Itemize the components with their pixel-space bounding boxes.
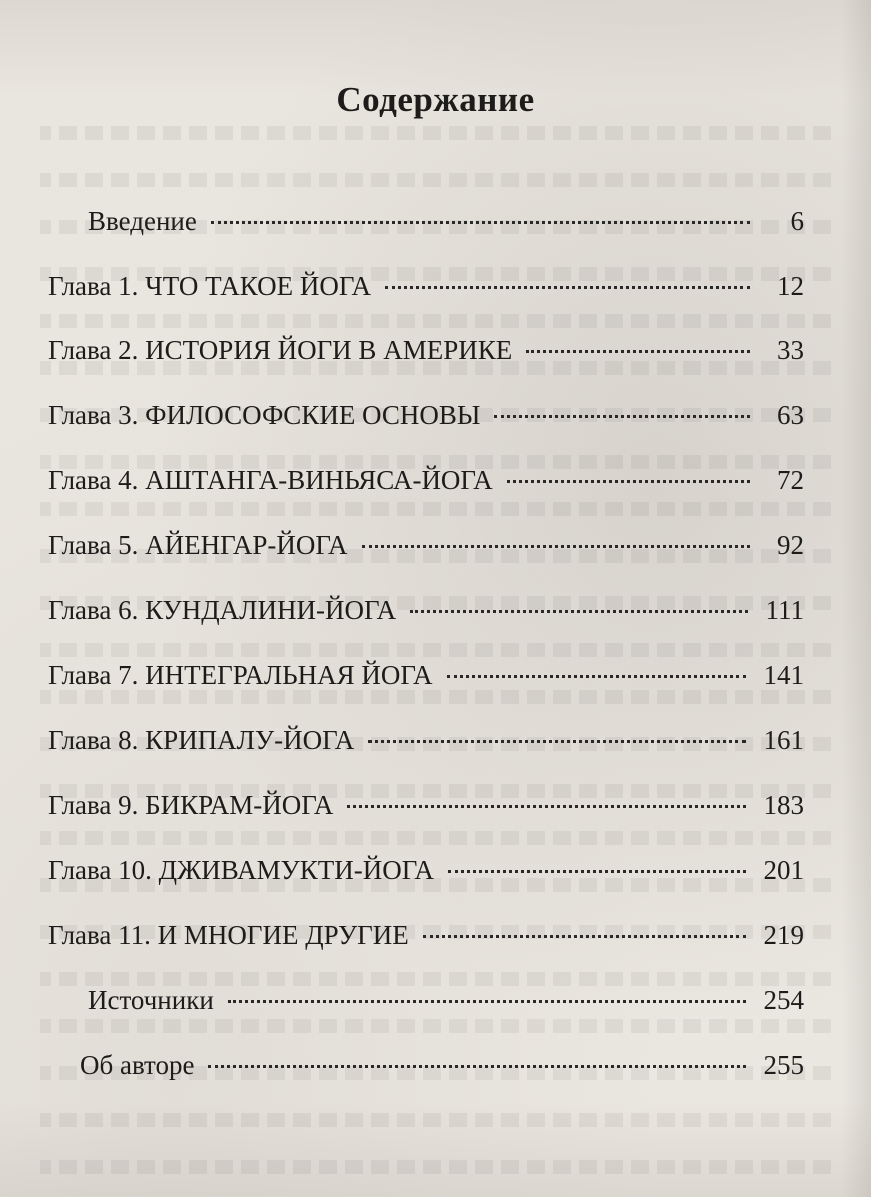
- toc-entry-label: Введение: [88, 206, 197, 236]
- toc-entry-sources[interactable]: [88, 985, 804, 1016]
- toc-entry-chapter-8[interactable]: [48, 725, 804, 756]
- page-edge-shadow: [841, 0, 871, 1197]
- toc-entry-label: Глава 5. АЙЕНГАР-ЙОГА: [48, 530, 348, 560]
- toc-entry-label: Источники: [88, 985, 214, 1015]
- toc-entry-label: Глава 7. ИНТЕГРАЛЬНАЯ ЙОГА: [48, 660, 433, 690]
- dot-leader: [208, 1065, 745, 1068]
- dot-leader: [347, 805, 745, 808]
- toc-entry-page-number: 12: [777, 271, 804, 301]
- toc-entry-chapter-9[interactable]: [48, 790, 804, 821]
- dot-leader: [526, 350, 750, 353]
- toc-entry-about-author[interactable]: [80, 1050, 804, 1081]
- toc-entry-label: Об авторе: [80, 1050, 195, 1080]
- toc-entry-page-number: 219: [763, 920, 804, 950]
- toc-entry-page-number: 254: [763, 985, 804, 1015]
- toc-entry-label: Глава 10. ДЖИВАМУКТИ-ЙОГА: [48, 855, 434, 885]
- toc-entry-label: Глава 6. КУНДАЛИНИ-ЙОГА: [48, 595, 397, 625]
- page-title: Содержание: [336, 80, 535, 119]
- toc-entry-label: Глава 8. КРИПАЛУ-ЙОГА: [48, 725, 355, 755]
- toc-entry-page-number: 111: [765, 595, 804, 625]
- toc-entry-chapter-7[interactable]: [48, 660, 804, 691]
- toc-entry-chapter-5[interactable]: [48, 530, 804, 561]
- toc-entry-chapter-3[interactable]: [48, 400, 804, 431]
- dot-leader: [211, 221, 750, 224]
- toc-entry-page-number: 255: [763, 1050, 804, 1080]
- dot-leader: [423, 935, 746, 938]
- toc-entry-chapter-10[interactable]: [48, 855, 804, 886]
- dot-leader: [448, 870, 746, 873]
- toc-entry-page-number: 92: [777, 530, 804, 560]
- toc-entry-label: Глава 3. ФИЛОСОФСКИЕ ОСНОВЫ: [48, 400, 481, 430]
- toc-entry-introduction[interactable]: [88, 206, 804, 237]
- toc-entry-page-number: 72: [777, 465, 804, 495]
- dot-leader: [368, 740, 745, 743]
- dot-leader: [447, 675, 746, 678]
- toc-entry-page-number: 183: [763, 790, 804, 820]
- toc-entry-label: Глава 2. ИСТОРИЯ ЙОГИ В АМЕРИКЕ: [48, 335, 513, 365]
- toc-entry-label: Глава 11. И МНОГИЕ ДРУГИЕ: [48, 920, 409, 950]
- toc-entry-chapter-4[interactable]: [48, 465, 804, 496]
- toc-entry-page-number: 6: [790, 206, 804, 236]
- dot-leader: [507, 480, 750, 483]
- toc-entry-chapter-2[interactable]: [48, 335, 804, 366]
- toc-entry-page-number: 33: [777, 335, 804, 365]
- toc-entry-label: Глава 9. БИКРАМ-ЙОГА: [48, 790, 334, 820]
- toc-entry-page-number: 141: [763, 660, 804, 690]
- toc-entry-label: Глава 4. АШТАНГА-ВИНЬЯСА-ЙОГА: [48, 465, 493, 495]
- dot-leader: [228, 1000, 746, 1003]
- dot-leader: [362, 545, 751, 548]
- dot-leader: [410, 610, 747, 613]
- toc-entry-page-number: 161: [763, 725, 804, 755]
- toc-entry-page-number: 63: [777, 400, 804, 430]
- dot-leader: [494, 415, 750, 418]
- toc-entry-chapter-1[interactable]: [48, 271, 804, 302]
- dot-leader: [385, 286, 750, 289]
- toc-entry-chapter-11[interactable]: [48, 920, 804, 951]
- toc-entry-chapter-6[interactable]: [48, 595, 804, 626]
- toc-entry-label: Глава 1. ЧТО ТАКОЕ ЙОГА: [48, 271, 371, 301]
- toc-entry-page-number: 201: [763, 855, 804, 885]
